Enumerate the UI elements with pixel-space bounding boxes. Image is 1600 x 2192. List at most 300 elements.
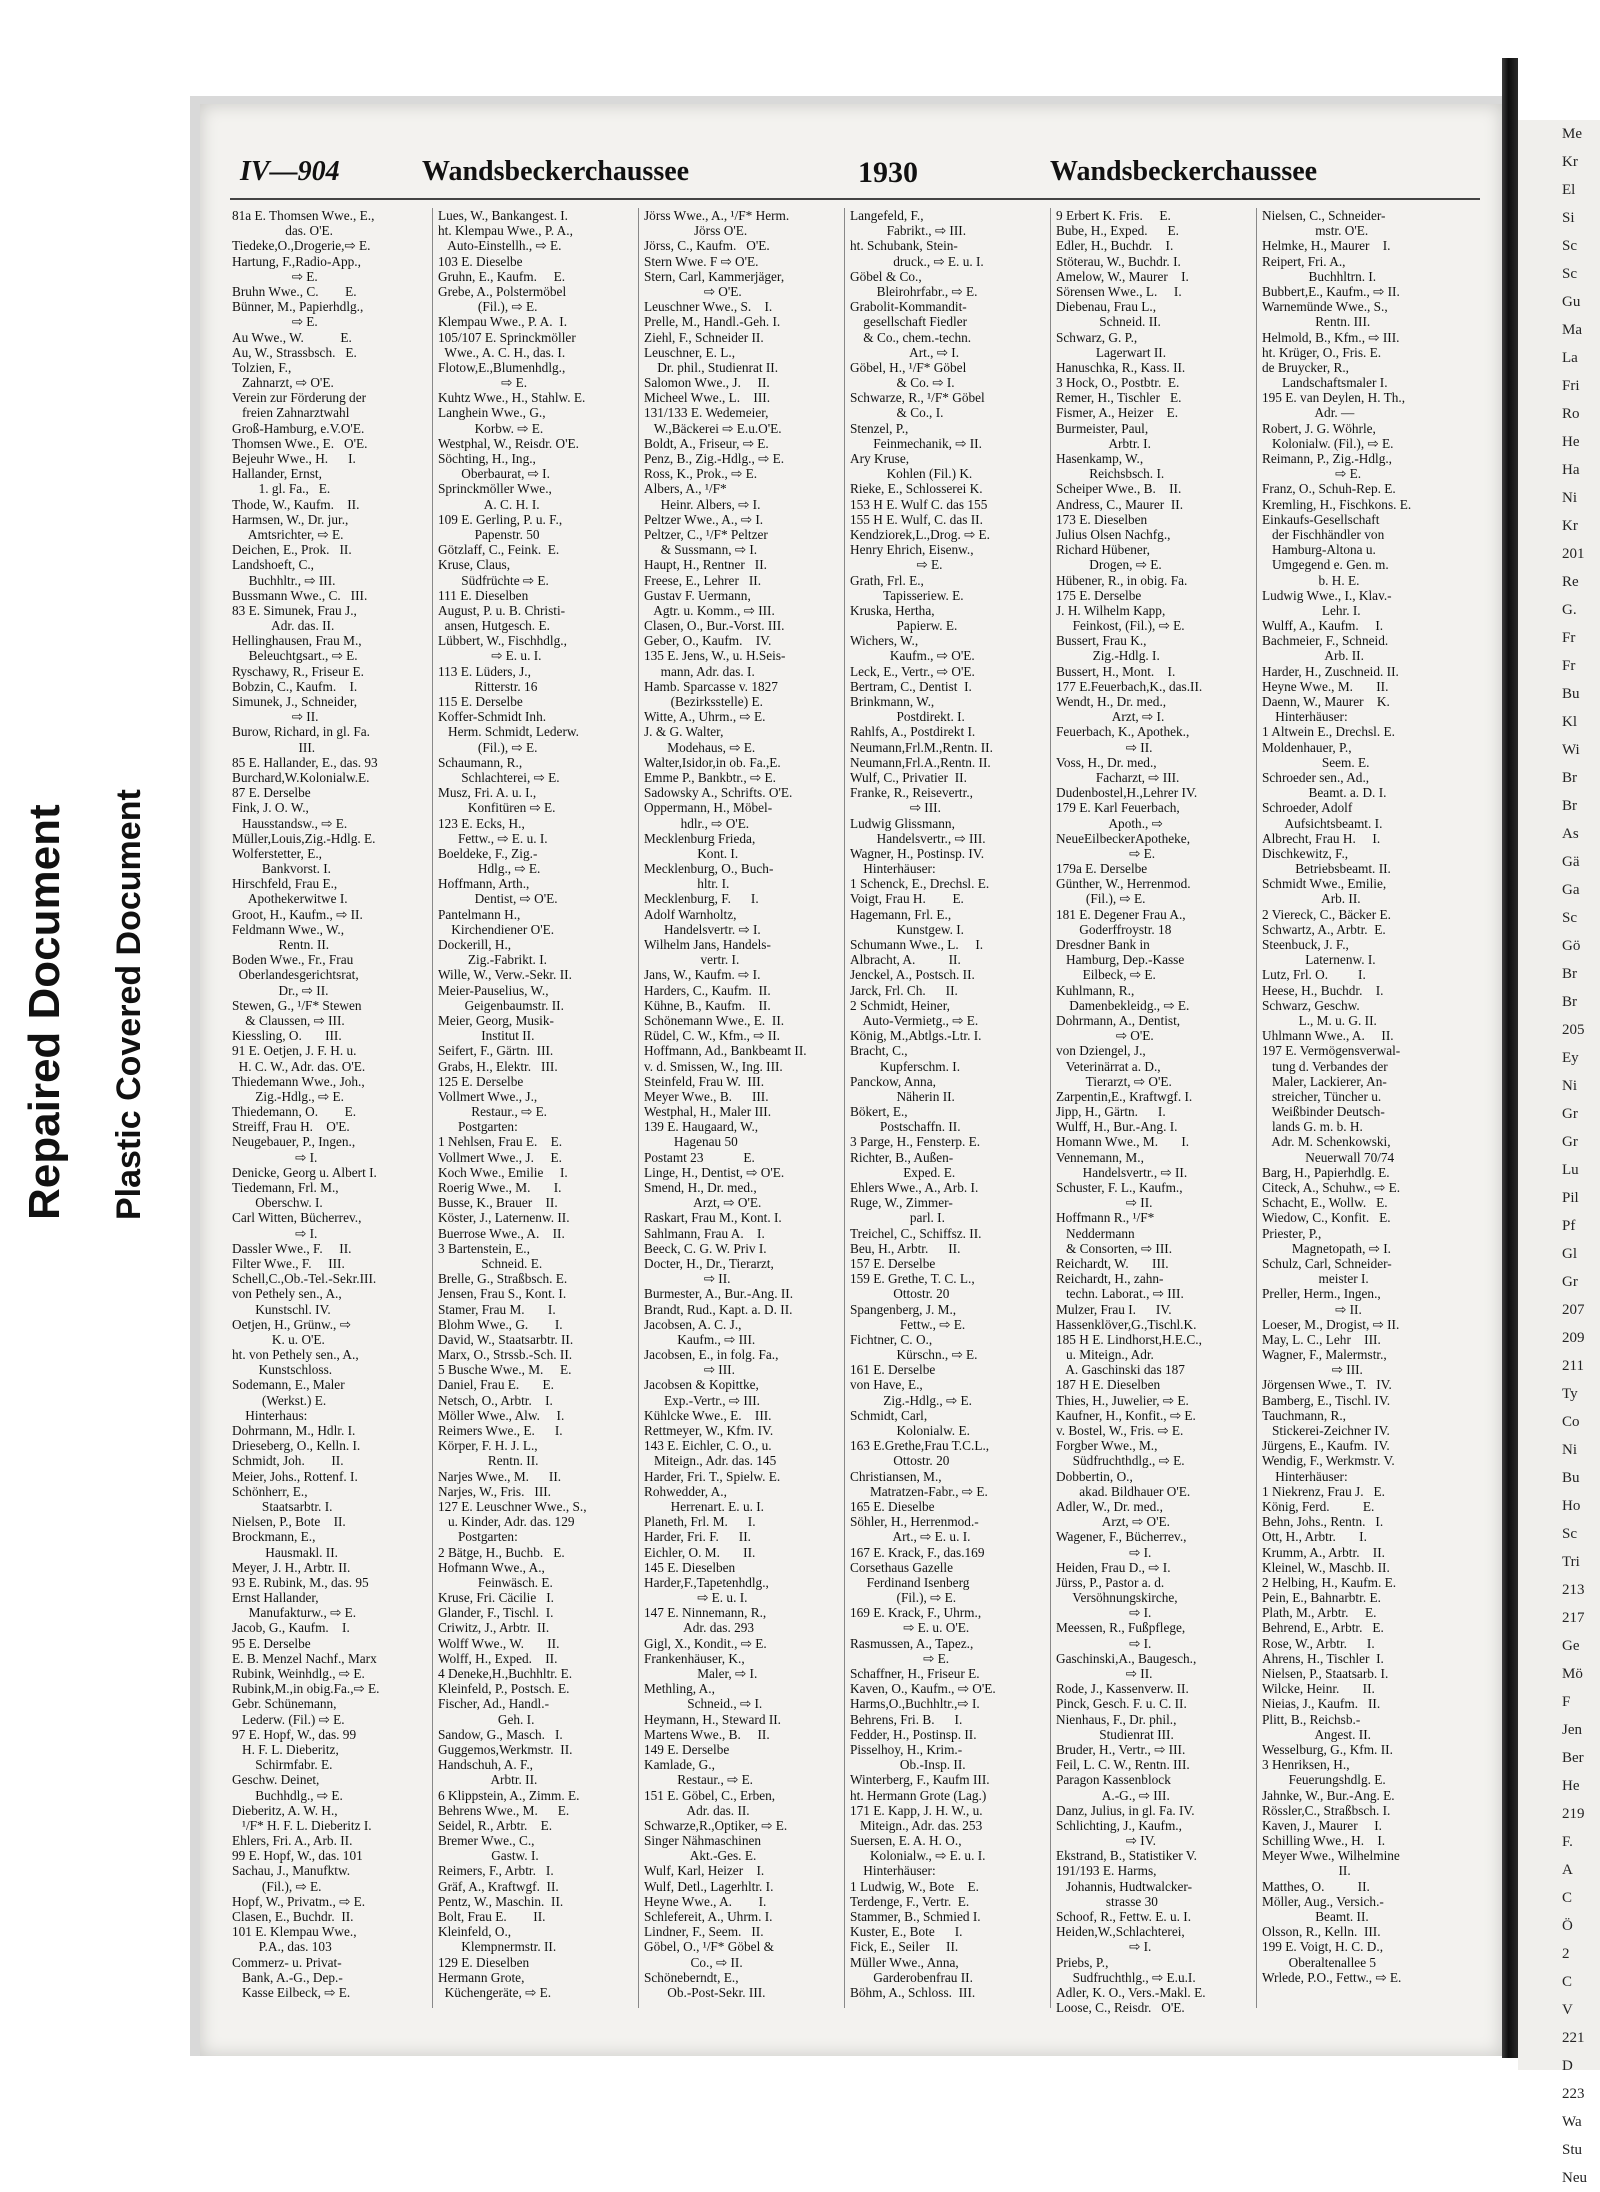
directory-entry: Arzt, ⇨ O'E. (644, 1195, 762, 1211)
directory-entry: Wulf, Detl., Lagerhltr. I. (644, 1878, 774, 1894)
directory-entry: Wagner, F., Malermstr., (1262, 1347, 1387, 1363)
directory-entry: Meessen, R., Fußpflege, (1056, 1620, 1186, 1636)
directory-entry: 127 E. Leuschner Wwe., S., (438, 1498, 587, 1514)
directory-entry: & Consorten, ⇨ III. (1056, 1240, 1173, 1256)
directory-entry: Warnemünde Wwe., S., (1262, 299, 1388, 315)
directory-entry: Hinterhäuser: (850, 1863, 936, 1879)
facing-page-fragment: Co (1562, 1414, 1580, 1430)
directory-entry: A. Gaschinski das 187 (1056, 1362, 1185, 1378)
directory-entry: Wulff, H., Bur.-Ang. I. (1056, 1119, 1178, 1135)
directory-entry: Dudenbostel,H.,Lehrer IV. (1056, 785, 1198, 801)
directory-entry: v. Bostel, W., Fris. ⇨ E. (1056, 1423, 1184, 1438)
facing-page-fragment: Fr (1562, 658, 1576, 674)
directory-column-2 (438, 208, 626, 2028)
directory-entry: Filter Wwe., F. III. (232, 1255, 345, 1271)
directory-entry: Priebs, P., (1056, 1954, 1109, 1970)
facing-page-fragment: Stu (1562, 2142, 1583, 2158)
directory-entry: Deichen, E., Prok. II. (232, 542, 352, 558)
scanner-margin (0, 0, 1600, 48)
directory-entry: Jürgens, E., Kaufm. IV. (1262, 1438, 1390, 1454)
directory-entry: Dresdner Bank in (1056, 937, 1150, 952)
directory-entry: Ludwig Wwe., I., Klav.- (1262, 587, 1392, 603)
directory-entry: ⇨ E. (1262, 466, 1362, 482)
directory-entry: Diebenau, Frau L., (1056, 299, 1157, 315)
directory-entry: Jörss O'E. (644, 223, 748, 239)
directory-entry: Ernst Hallander, (232, 1590, 319, 1606)
directory-entry: ht. Krüger, O., Fris. E. (1262, 344, 1382, 360)
directory-entry: de Bruycker, R., (1262, 359, 1349, 375)
directory-entry: Scheiper Wwe., B. II. (1056, 481, 1182, 497)
directory-entry: Dr., ⇨ II. (232, 982, 329, 998)
directory-entry: Stöterau, W., Buchdr. I. (1056, 253, 1181, 269)
directory-entry: Voss, H., Dr. med., (1056, 754, 1157, 770)
directory-entry: 93 E. Rubink, M., das. 95 (232, 1574, 369, 1590)
directory-entry: Möller Wwe., Alw. I. (438, 1407, 565, 1423)
directory-entry: strasse 30 (1056, 1893, 1158, 1909)
directory-entry: ⇨ E. (232, 314, 318, 330)
directory-entry: Miteign., Adr. das. 145 (644, 1453, 777, 1469)
directory-entry: A. C. H. I. (438, 496, 540, 512)
directory-entry: ⇨ II. (644, 1271, 731, 1287)
facing-page-fragment: Kl (1562, 714, 1577, 730)
directory-entry: Hofmann Wwe., A., (438, 1559, 545, 1575)
directory-entry: 197 E. Vermögensverwal- (1262, 1043, 1401, 1059)
directory-entry: Fichtner, C. O., (850, 1331, 933, 1347)
directory-entry: Fedder, H., Postinsp. II. (850, 1726, 977, 1742)
directory-entry: das. O'E. (232, 223, 334, 239)
directory-entry: 177 E.Feuerbach,K., das.II. (1056, 678, 1203, 694)
directory-entry: u. Miteign., Adr. (1056, 1347, 1154, 1363)
directory-entry: Köster, J., Laternenw. II. (438, 1210, 570, 1226)
directory-entry: Handelsvertr. ⇨ I. (644, 921, 761, 937)
directory-entry: Stewen, G., ¹/F* Stewen (232, 997, 362, 1013)
directory-entry: Reichardt, H., zahn- (1056, 1271, 1164, 1287)
directory-entry: & Co. ⇨ I. (850, 375, 955, 391)
header-rule (230, 198, 1480, 200)
directory-entry: Adolf Warnholtz, (644, 906, 737, 922)
directory-entry: 1. gl. Fa., E. (232, 481, 331, 497)
directory-entry: Lehr. I. (1262, 602, 1361, 618)
directory-entry: Schoof, R., Fettw. E. u. I. (1056, 1909, 1192, 1924)
directory-entry: Leck, E., Vertr., ⇨ O'E. (850, 663, 975, 679)
directory-entry: & Co., chem.-techn. (850, 329, 972, 345)
directory-entry: Gräf, A., Kraftwgf. II. (438, 1878, 559, 1894)
directory-entry: Oetjen, H., Grünw., ⇨ (232, 1316, 351, 1332)
directory-entry: Fick, E., Seiler II. (850, 1939, 959, 1955)
directory-entry: Smend, H., Dr. med., (644, 1180, 757, 1195)
directory-entry: Laternenw. I. (1262, 952, 1376, 968)
directory-entry: 139 E. Haugaard, W., (644, 1119, 759, 1135)
directory-entry: Wagner, H., Postinsp. IV. (850, 845, 985, 861)
directory-entry: H. F. L. Dieberitz, (232, 1741, 339, 1757)
directory-entry: Christiansen, M., (850, 1468, 942, 1484)
directory-entry: Lindner, F., Seem. II. (644, 1924, 764, 1940)
directory-entry: 101 E. Klempau Wwe., (232, 1924, 357, 1940)
directory-entry: Dobbertin, O., (1056, 1468, 1133, 1484)
directory-entry: Guggemos,Werkmstr. II. (438, 1741, 573, 1757)
directory-entry: Art., ⇨ E. u. I. (850, 1529, 971, 1545)
directory-entry: Harder, H., Zuschneid. II. (1262, 663, 1399, 679)
directory-entry: 3 Parge, H., Fensterp. E. (850, 1134, 981, 1150)
directory-entry: 2 Helbing, H., Kaufm. E. (1262, 1574, 1397, 1590)
directory-entry: Corsethaus Gazelle (850, 1559, 954, 1575)
directory-entry: Mecklenburg Frieda, (644, 830, 756, 846)
directory-entry: Kunstgew. I. (850, 921, 964, 937)
facing-page-fragment: 213 (1562, 1582, 1585, 1598)
directory-entry: 105/107 E. Sprinckmöller (438, 329, 576, 345)
directory-entry: druck., ⇨ E. u. I. (850, 253, 984, 269)
directory-entry: Arbtr. II. (438, 1772, 538, 1788)
directory-entry: Methling, A., (644, 1681, 715, 1697)
directory-entry: Arbtr. I. (1056, 435, 1151, 451)
directory-entry: Schönemann Wwe., E. II. (644, 1012, 785, 1028)
directory-entry: Verein zur Förderung der (232, 390, 367, 406)
directory-entry: Schumann Wwe., L. I. (850, 937, 984, 952)
directory-entry: Burchard,W.Kolonialw.E. (232, 769, 370, 785)
directory-entry: Preller, Herm., Ingen., (1262, 1286, 1381, 1302)
directory-entry: Postamt 23 E. (644, 1149, 755, 1165)
directory-entry: Ross, K., Prok., ⇨ E. (644, 466, 758, 482)
facing-page-fragment: Ho (1562, 1498, 1581, 1514)
directory-entry: Dentist, ⇨ O'E. (438, 891, 558, 907)
directory-entry: Hamburg, Dep.-Kasse (1056, 952, 1185, 968)
column-separator (1256, 208, 1257, 2008)
directory-entry: Feldmann Wwe., W., (232, 921, 345, 937)
directory-entry: Modehaus, ⇨ E. (644, 739, 756, 755)
directory-entry: 161 E. Derselbe (850, 1362, 936, 1378)
directory-entry: u. Kinder, Adr. das. 129 (438, 1514, 575, 1530)
directory-entry: Konfitüren ⇨ E. (438, 800, 556, 816)
directory-entry: Schlachterei, ⇨ E. (438, 769, 560, 785)
directory-entry: Kiessling, O. III. (232, 1028, 342, 1044)
facing-page-fragment: Gl (1562, 1246, 1577, 1262)
directory-entry: Albracht, A. II. (850, 952, 961, 968)
directory-entry: 81a E. Thomsen Wwe., E., (232, 208, 375, 223)
directory-entry: Thomsen Wwe., E. O'E. (232, 435, 368, 451)
directory-entry: parl. I. (850, 1210, 945, 1226)
directory-entry: Nielsen, P., Staatsarb. I. (1262, 1666, 1389, 1681)
directory-entry: ht. Hermann Grote (Lag.) (850, 1787, 987, 1803)
directory-entry: 143 E. Eichler, C. O., u. (644, 1438, 772, 1454)
directory-entry: Ehlers Wwe., A., Arb. I. (850, 1180, 979, 1195)
directory-entry: Docter, H., Dr., Tierarzt, (644, 1255, 774, 1271)
directory-entry: Ludwig Glissmann, (850, 815, 955, 831)
directory-entry: Hoffmann, Arth., (438, 876, 530, 892)
directory-entry: 179 E. Karl Feuerbach, (1056, 800, 1180, 816)
directory-entry: Dieberitz, A. W. H., (232, 1802, 338, 1818)
directory-entry: Grabs, H., Elektr. III. (438, 1058, 558, 1074)
directory-column-3 (644, 208, 832, 2028)
directory-entry: Groot, H., Kaufm., ⇨ II. (232, 906, 363, 922)
directory-entry: ⇨ E. (1056, 845, 1156, 861)
directory-entry: 2 Viereck, C., Bäcker E. (1262, 906, 1391, 922)
directory-entry: Boldt, A., Friseur, ⇨ E. (644, 435, 769, 451)
directory-entry: Hausstandsw., ⇨ E. (232, 815, 348, 831)
directory-entry: Vollmert Wwe., J., (438, 1088, 538, 1104)
facing-page-fragment: 217 (1562, 1610, 1585, 1626)
directory-entry: Hinterhäuser: (1262, 1468, 1348, 1484)
directory-entry: Neugebauer, P., Ingen., (232, 1134, 356, 1150)
directory-entry: August, P. u. B. Christi- (438, 602, 566, 618)
directory-entry: Hamb. Sparcasse v. 1827 (644, 678, 778, 694)
directory-entry: ⇨ IV. (1056, 1833, 1156, 1849)
page-number: IV—904 (240, 156, 340, 187)
facing-page-fragment: Me (1562, 126, 1582, 142)
directory-entry: Rode, J., Kassenverw. II. (1056, 1681, 1189, 1697)
facing-page-fragment: Lu (1562, 1162, 1579, 1178)
directory-entry: Langhein Wwe., G., (438, 405, 546, 421)
directory-entry: Matratzen-Fabr., ⇨ E. (850, 1483, 988, 1499)
directory-entry: ¹/F* H. F. L. Dieberitz I. (232, 1817, 372, 1833)
facing-page-fragment: 223 (1562, 2086, 1585, 2102)
directory-entry: mstr. O'E. (1262, 223, 1369, 239)
directory-entry: Jacobsen & Kopittke, (644, 1377, 759, 1393)
directory-entry: Hinterhäuser: (850, 861, 936, 877)
facing-page-fragment: Sc (1562, 238, 1577, 254)
directory-entry: Roerig Wwe., M. I. (438, 1180, 562, 1195)
directory-entry: L., M. u. G. II. (1262, 1012, 1377, 1028)
column-separator (844, 208, 845, 2008)
directory-entry: Co., ⇨ II. (644, 1954, 743, 1970)
directory-entry: 199 E. Voigt, H. C. D., (1262, 1939, 1384, 1955)
directory-entry: Zig.-Hdlg. I. (1056, 648, 1160, 664)
directory-entry: Adr. — (1262, 405, 1355, 421)
directory-entry: Salomon Wwe., J. II. (644, 375, 770, 391)
directory-column-1 (232, 208, 420, 2028)
directory-entry: Sörensen Wwe., L. I. (1056, 283, 1182, 299)
directory-entry: Barg, H., Papierhdlg. E. (1262, 1164, 1390, 1180)
directory-entry: Leuschner Wwe., S. I. (644, 299, 773, 315)
directory-entry: ht. Klempau Wwe., P. A., (438, 223, 573, 239)
directory-entry: Wagener, F., Bücherrev., (1056, 1529, 1187, 1545)
directory-column-4 (850, 208, 1038, 2028)
directory-entry: 9 Erbert K. Fris. E. (1056, 208, 1171, 223)
directory-entry: 1 Ludwig, W., Bote E. (850, 1878, 979, 1894)
directory-entry: 3 Henriksen, H., (1262, 1757, 1350, 1773)
directory-entry: Geh. I. (438, 1711, 535, 1727)
directory-entry: Dohrmann, M., Hdlr. I. (232, 1423, 356, 1438)
directory-entry: Herrenart. E. u. I. (644, 1498, 764, 1514)
directory-entry: 2 Bätge, H., Buchb. E. (438, 1544, 565, 1560)
directory-entry: Nieias, J., Kaufm. II. (1262, 1696, 1381, 1712)
facing-page-fragment: Br (1562, 966, 1577, 982)
directory-entry: J. & G. Walter, (644, 724, 724, 740)
directory-entry: Richter, B., Außen- (850, 1149, 954, 1165)
facing-page-fragment: Ha (1562, 462, 1580, 478)
directory-entry: Kruse, Fri. Cäcilie I. (438, 1590, 554, 1606)
directory-entry: Jacobsen, E., in folg. Fa., (644, 1347, 779, 1363)
directory-entry: Grebe, A., Polstermöbel (438, 283, 567, 299)
directory-entry: Hdlg., ⇨ E. (438, 861, 541, 877)
directory-entry: streicher, Tüncher u. (1262, 1088, 1382, 1104)
directory-entry: Hasenkamp, W., (1056, 451, 1144, 466)
directory-entry: Gaschinski,A., Baugesch., (1056, 1650, 1197, 1666)
directory-entry: Jans, W., Kaufm. ⇨ I. (644, 967, 761, 983)
directory-entry: Zig.-Hdlg., ⇨ E. (850, 1392, 972, 1408)
directory-entry: Kont. I. (644, 845, 739, 861)
directory-entry: Prelle, M., Handl.-Geh. I. (644, 314, 781, 330)
directory-entry: Schilling Wwe., H. I. (1262, 1833, 1386, 1849)
facing-page-fragment: Ni (1562, 1078, 1577, 1094)
facing-page-fragment: Ty (1562, 1386, 1578, 1402)
directory-entry: Kaven, J., Maurer I. (1262, 1817, 1383, 1833)
directory-entry: ⇨ E. (850, 1650, 950, 1666)
facing-page-fragment: Kr (1562, 518, 1578, 534)
running-header (240, 156, 1470, 192)
directory-entry: meister I. (1262, 1271, 1369, 1287)
directory-entry: Jürss, P., Pastor a. d. (1056, 1574, 1165, 1590)
directory-entry: Geber, O., Kaufm. IV. (644, 633, 772, 649)
directory-entry: Hermann Grote, (438, 1969, 525, 1985)
directory-entry: Oberschw. I. (232, 1195, 323, 1211)
street-heading-right: Wandsbeckerchaussee (1050, 156, 1318, 187)
directory-entry: Sadowsky A., Schrifts. O'E. (644, 785, 793, 801)
directory-entry: Henry Ehrich, Eisenw., (850, 542, 974, 558)
facing-page-fragment: 221 (1562, 2030, 1585, 2046)
directory-entry: Homann Wwe., M. I. (1056, 1134, 1190, 1150)
directory-entry: Beamt. a. D. I. (1262, 785, 1387, 801)
directory-entry: Fabrikt., ⇨ III. (850, 223, 967, 239)
directory-entry: Schacht, E., Wollw. E. (1262, 1195, 1388, 1211)
directory-entry: Schuster, F. L., Kaufm., (1056, 1180, 1183, 1195)
directory-entry: Terdenge, F., Vertr. E. (850, 1893, 970, 1909)
directory-entry: Singer Nähmaschinen (644, 1833, 762, 1849)
directory-entry: Schwarz, Geschw. (1262, 997, 1360, 1013)
directory-entry: Hagenau 50 (644, 1134, 738, 1150)
directory-entry: Heinr. Albers, ⇨ I. (644, 496, 761, 512)
directory-entry: 179a E. Derselbe (1056, 861, 1148, 877)
directory-entry: Möller, Aug., Versich.- (1262, 1893, 1384, 1909)
directory-entry: Kaufner, H., Konfit., ⇨ E. (1056, 1407, 1196, 1423)
directory-entry: (Bezirksstelle) E. (644, 694, 763, 709)
directory-entry: Sahlmann, Frau A. I. (644, 1225, 765, 1241)
directory-entry: Hassenklöver,G.,Tischl.K. (1056, 1316, 1197, 1332)
directory-entry: 2 Schmidt, Heiner, (850, 997, 950, 1013)
directory-entry: Maler, Lackierer, An- (1262, 1073, 1387, 1089)
directory-entry: Näherin II. (850, 1088, 955, 1104)
directory-entry: NeueEilbeckerApotheke, (1056, 830, 1191, 846)
directory-entry: Rentn. III. (1262, 314, 1371, 330)
directory-entry: 169 E. Krack, F., Uhrm., (850, 1605, 982, 1621)
directory-entry: Heymann, H., Steward II. (644, 1711, 781, 1727)
directory-entry: Fischer, Ad., Handl.- (438, 1696, 549, 1712)
directory-entry: Ferdinand Isenberg (850, 1574, 970, 1590)
book-gutter (1502, 58, 1518, 2058)
directory-entry: Art., ⇨ I. (850, 344, 960, 360)
directory-entry: Auto-Vermietg., ⇨ E. (850, 1012, 979, 1028)
directory-entry: Akt.-Ges. E. (644, 1848, 757, 1864)
directory-entry: Buchhltrn. I. (1262, 268, 1377, 284)
directory-entry: Meyer Wwe., B. III. (644, 1088, 769, 1104)
directory-entry: Jacob, G., Kaufm. I. (232, 1620, 350, 1636)
directory-entry: 165 E. Dieselbe (850, 1498, 935, 1514)
directory-entry: König, M.,Abtlgs.-Ltr. I. (850, 1028, 982, 1044)
directory-entry: Brandt, Rud., Kapt. a. D. II. (644, 1301, 793, 1317)
directory-entry: Adr. M. Schenkowski, (1262, 1134, 1391, 1150)
facing-page-edge (1518, 120, 1600, 2186)
directory-entry: Küchengeräte, ⇨ E. (438, 1984, 552, 2000)
directory-entry: Sachau, J., Manufktw. (232, 1863, 351, 1879)
directory-entry: Narjes, W., Fris. III. (438, 1483, 552, 1499)
directory-entry: ⇨ I. (232, 1225, 318, 1241)
directory-entry: Streiff, Frau H. O'E. (232, 1119, 350, 1135)
directory-entry: 147 E. Ninnemann, R., (644, 1605, 767, 1621)
directory-entry: Wulf, C., Privatier II. (850, 769, 967, 785)
directory-entry: Ahrens, H., Tischler I. (1262, 1650, 1384, 1666)
directory-entry: König, Ferd. E. (1262, 1498, 1375, 1514)
directory-entry: Arzt, ⇨ O'E. (1056, 1514, 1170, 1530)
directory-entry: Kolonialw., ⇨ E. u. I. (850, 1848, 986, 1864)
directory-entry: Planeth, Frl. M. I. (644, 1514, 756, 1530)
directory-entry: Remer, H., Tischler E. (1056, 390, 1182, 406)
directory-entry: 1 Nehlsen, Frau E. E. (438, 1134, 563, 1150)
directory-entry: Hartung, F.,Radio-App., (232, 253, 361, 269)
directory-entry: ⇨ III. (644, 1362, 735, 1378)
directory-entry: Ritterstr. 16 (438, 678, 538, 694)
directory-entry: Restaur., ⇨ E. (644, 1772, 754, 1788)
facing-page-fragment: Ber (1562, 1750, 1584, 1766)
directory-entry: Bachmeier, F., Schneid. (1262, 633, 1389, 649)
directory-entry: Adler, K. O., Vers.-Makl. E. (1056, 1984, 1206, 2000)
directory-entry: akad. Bildhauer O'E. (1056, 1483, 1191, 1499)
directory-entry: Freese, E., Lehrer II. (644, 572, 762, 588)
directory-entry: Zarpentin,E., Kraftwgf. I. (1056, 1088, 1193, 1104)
facing-page-fragment: C (1562, 1890, 1573, 1906)
directory-entry: Reimers Wwe., E. I. (438, 1423, 563, 1438)
directory-entry: Zig.-Fabrikt. I. (438, 952, 547, 968)
directory-entry: Feinwäsch. E. (438, 1574, 553, 1590)
directory-entry: P.A., das. 103 (232, 1939, 332, 1955)
directory-column-5 (1056, 208, 1244, 2028)
directory-entry: Kleinel, W., Maschb. II. (1262, 1559, 1390, 1575)
directory-entry: Böhm, A., Schloss. III. (850, 1984, 976, 2000)
directory-entry: Buerrose Wwe., A. II. (438, 1225, 565, 1241)
directory-entry: Bremer Wwe., C., (438, 1833, 535, 1849)
directory-entry: Criwitz, J., Arbtr. II. (438, 1620, 550, 1636)
directory-entry: Restaur., ⇨ E. (438, 1104, 548, 1120)
directory-entry: Ob.-Post-Sekr. III. (644, 1984, 766, 2000)
directory-entry: Ottostr. 20 (850, 1453, 950, 1469)
facing-page-fragment: Ö (1562, 1918, 1573, 1934)
directory-entry: v. d. Smissen, W., Ing. III. (644, 1058, 783, 1074)
directory-entry: 103 E. Dieselbe (438, 253, 523, 269)
directory-entry: Andress, C., Maurer II. (1056, 496, 1184, 512)
directory-entry: Priester, P., (1262, 1225, 1322, 1241)
directory-entry: Beamt. II. (1262, 1909, 1369, 1924)
facing-page-fragment: Br (1562, 994, 1577, 1010)
directory-entry: Gustav F. Uermann, (644, 587, 751, 603)
facing-page-fragment: Sc (1562, 910, 1577, 926)
directory-entry: Kuhlmann, R., (1056, 982, 1135, 998)
directory-entry: Eilbeck, ⇨ E. (1056, 967, 1156, 983)
directory-entry: Buchhltr., ⇨ III. (232, 572, 336, 588)
directory-entry: Rasmussen, A., Tapez., (850, 1635, 974, 1651)
directory-entry: Daenn, W., Maurer K. (1262, 694, 1390, 709)
directory-entry: Feinkost, (Fil.), ⇨ E. (1056, 618, 1185, 634)
directory-entry: Studienrat III. (1056, 1726, 1174, 1742)
directory-entry: Postgarten: (438, 1529, 518, 1545)
facing-page-fragment: El (1562, 182, 1576, 198)
directory-entry: 1 Altwein E., Drechsl. E. (1262, 724, 1395, 740)
directory-entry: Kunstschl. IV. (232, 1301, 331, 1317)
directory-entry: Ekstrand, B., Statistiker V. (1056, 1848, 1197, 1864)
directory-entry: Arb. II. (1262, 648, 1364, 664)
directory-entry: 5 Busche Wwe., M. E. (438, 1362, 572, 1378)
directory-entry: Schwartz, A., Arbtr. E. (1262, 921, 1386, 937)
facing-page-fragment: 219 (1562, 1806, 1585, 1822)
directory-entry: tung d. Verbandes der (1262, 1058, 1388, 1074)
directory-entry: von Pethely sen., A., (232, 1286, 342, 1302)
